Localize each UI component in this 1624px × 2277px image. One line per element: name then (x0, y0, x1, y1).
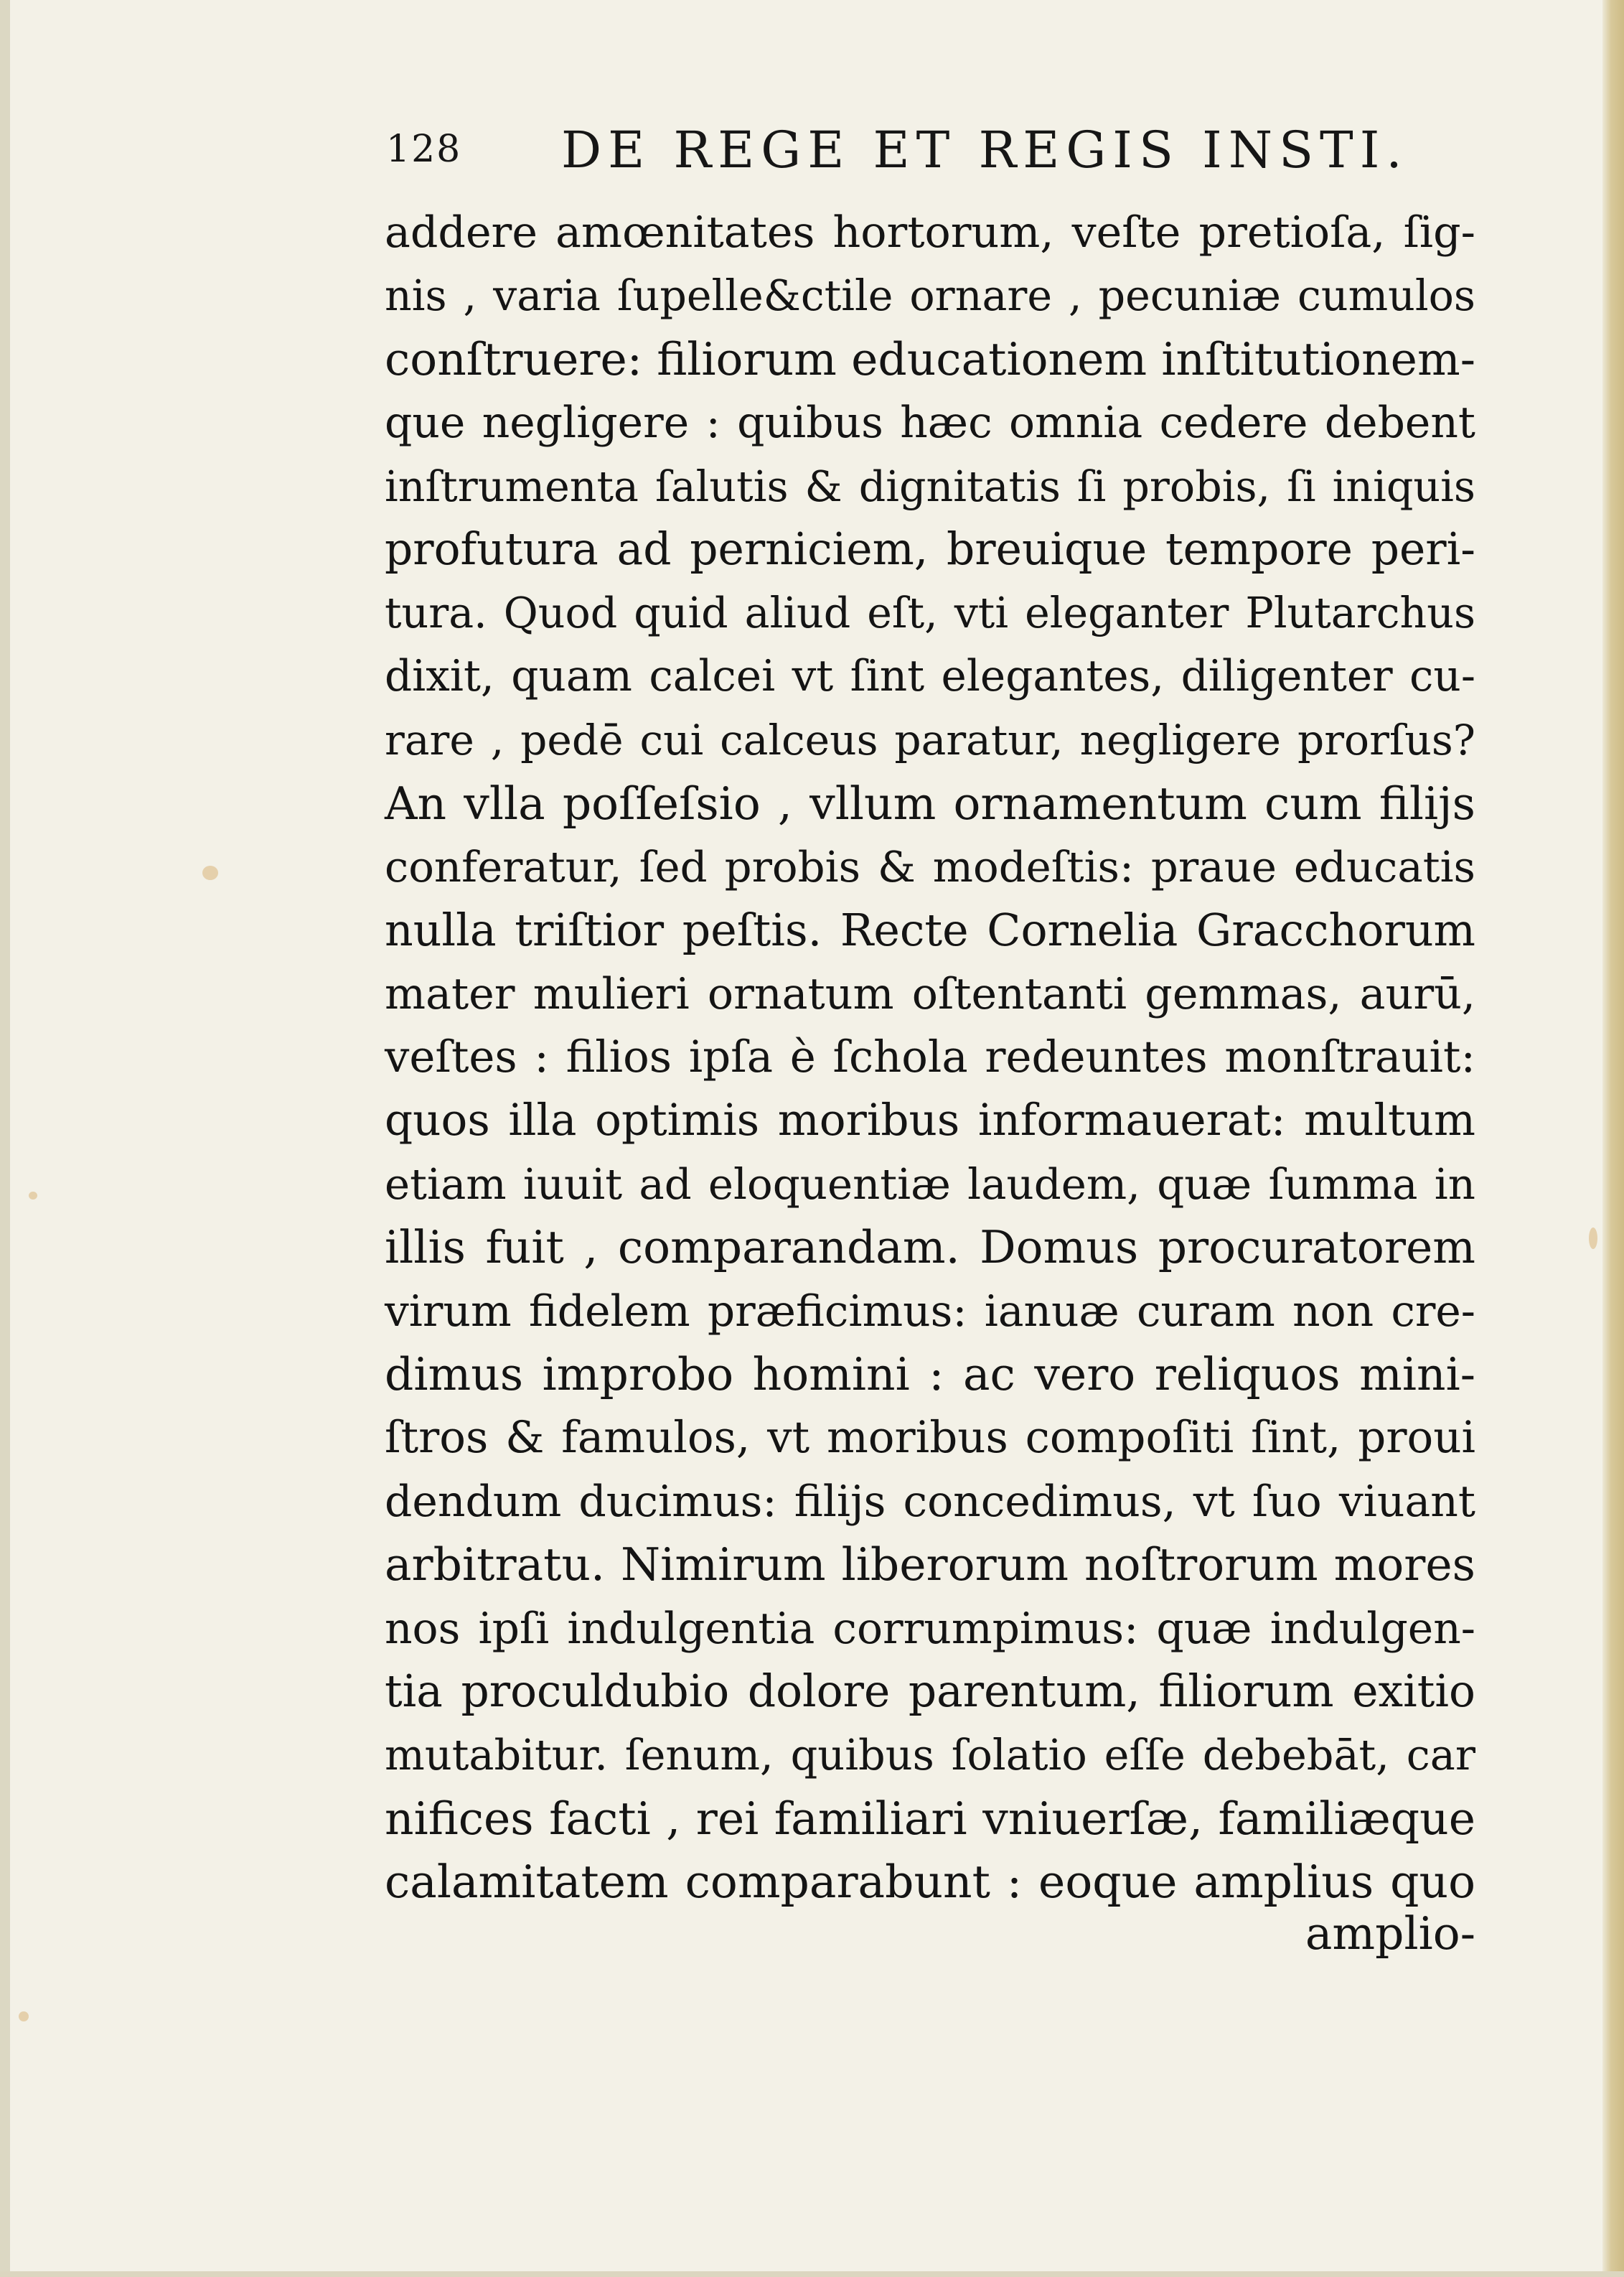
text-line: calamitatem comparabunt : eoque amplius quo (385, 1856, 1475, 1909)
text-line: conferatur, ſed probis & modeſtis: praue educatis (385, 841, 1475, 892)
text-line: que negligere : quibus hæc omnia cedere debent (385, 398, 1475, 449)
text-line: tura. Quod quid aliud eſt, vti eleganter Plutarchus (385, 589, 1475, 638)
catchword-row (385, 1902, 1475, 1967)
text-line: dimus improbo homini : ac vero reliquos mini- (385, 1348, 1475, 1401)
text-line: An vlla poſſeſsio , vllum ornamentum cum filijs (385, 777, 1475, 830)
text-line: quos illa optimis moribus informauerat: multum (385, 1095, 1475, 1146)
text-line: ſtros & famulos, vt moribus compoſiti ſint, proui (385, 1412, 1475, 1464)
text-line: conſtruere: filiorum educationem inſtitutionem- (385, 332, 1475, 385)
body-text (385, 201, 1490, 1914)
folio-number: 128 (386, 128, 462, 171)
text-line: profutura ad perniciem, breuique tempore peri- (385, 523, 1475, 575)
text-line: virum fidelem præficimus: ianuæ curam non cre- (385, 1286, 1475, 1337)
foxing-spot (19, 2011, 29, 2021)
text-line: nifices facti , rei familiari vniuerſæ, familiæque (385, 1792, 1475, 1845)
text-line: mutabitur. ſenum, quibus ſolatio eſſe debebāt, car (385, 1730, 1475, 1780)
text-line: dendum ducimus: filijs concedimus, vt ſuo viuant (385, 1476, 1475, 1527)
text-line: nos ipſi indulgentia corrumpimus: quæ indulgen- (385, 1603, 1475, 1654)
page-bottom-edge (0, 2271, 1624, 2277)
text-line: illis fuit , comparandam. Domus procuratorem (385, 1221, 1475, 1274)
text-line: arbitratu. Nimirum liberorum noſtrorum mores (385, 1538, 1475, 1591)
text-line: addere amœnitates hortorum, veſte pretioſa, ſig- (385, 207, 1475, 258)
foxing-spot (29, 1192, 37, 1200)
catchword: amplio- (1305, 1907, 1475, 1960)
text-line: dixit, quam calcei vt ſint elegantes, diligenter cu- (385, 651, 1475, 701)
page-right-edge (1602, 0, 1624, 2277)
page-header (386, 121, 1477, 190)
text-line: etiam iuuit ad eloquentiæ laudem, quæ ſumma in (385, 1159, 1475, 1209)
text-line: tia proculdubio dolore parentum, filiorum exitio (385, 1665, 1475, 1717)
text-line: nis , varia ſupelle&ctile ornare , pecuniæ cumulos (385, 271, 1475, 321)
page-left-edge (0, 0, 10, 2277)
text-line: nulla triſtior peſtis. Recte Cornelia Gracchorum (385, 904, 1475, 957)
foxing-spot (202, 866, 218, 880)
foxing-spot (1589, 1228, 1597, 1249)
running-head: DE REGE ET REGIS INSTI. (561, 121, 1409, 179)
text-line: veſtes : filios ipſa è ſchola redeuntes monſtrauit: (385, 1032, 1475, 1083)
text-line: inſtrumenta ſalutis & dignitatis ſi probis, ſi iniquis (385, 462, 1475, 511)
text-line: mater mulieri ornatum oſtentanti gemmas, aurū, (385, 968, 1475, 1019)
text-line: rare , pedē cui calceus paratur, negligere prorſus? (385, 716, 1475, 765)
